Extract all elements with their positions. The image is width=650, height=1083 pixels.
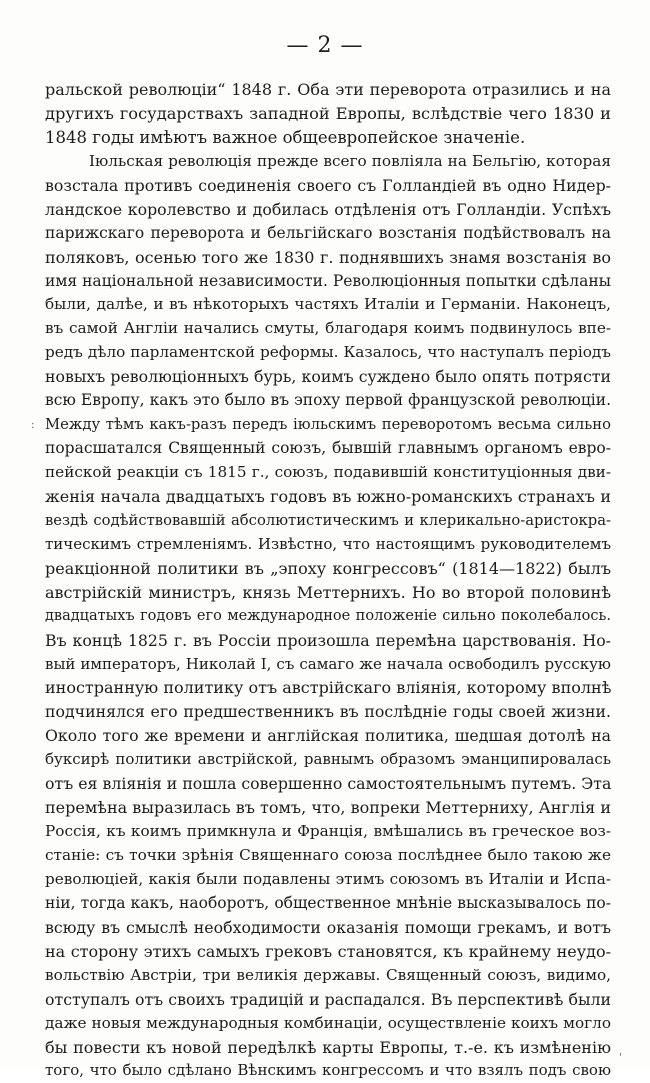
text-line: двадцатыхъ годовъ его международное положеніе сильно поколебалось. <box>45 607 611 624</box>
text-line: ральской революціи“ 1848 г. Оба эти переворота отразились и на <box>45 80 611 99</box>
text-line: того, что было сдѣлано Вѣнскимъ конгрессомъ и что взялъ подъ свою <box>45 1061 611 1080</box>
text-line: Между тѣмъ какъ-разъ передъ іюльскимъ переворотомъ весьма сильно <box>45 416 611 434</box>
text-line: другихъ государствахъ западной Европы, вслѣдствіе чего 1830 и <box>45 103 611 123</box>
text-line: на сторону этихъ самыхъ грековъ становятся, къ крайнему неудо- <box>45 941 611 961</box>
text-line: даже новыя международныя комбинаціи, осуществленіе коихъ могло <box>45 1013 611 1032</box>
text-line: ландское королевство и добилась отдѣленія отъ Голландіи. Успѣхъ <box>45 199 611 219</box>
text-line: новыхъ революціонныхъ бурь, коимъ суждено было опять потрясти <box>45 367 611 387</box>
text-line: Въ концѣ 1825 г. въ Россіи произошла перемѣна царствованія. Но- <box>45 630 611 650</box>
text-line: иностранную политику отъ австрійскаго вліянія, которому вполнѣ <box>45 678 611 698</box>
text-line: въ самой Англіи начались смуты, благодаря коимъ подвинулось впе- <box>45 319 611 338</box>
text-line: порасшатался Священный союзъ, бывшій главнымъ органомъ евро- <box>45 439 611 458</box>
text-line: станіе: съ точки зрѣнія Священнаго союза послѣднее было такою же <box>45 846 611 864</box>
text-line: бы повести къ новой передѣлкѣ карты Европы, т.-е. къ измѣненію <box>45 1037 611 1057</box>
text-line: отступалъ отъ своихъ традицій и распадался. Въ перспективѣ были <box>45 989 611 1009</box>
text-line: Россія, къ коимъ примкнула и Франція, вмѣшались въ греческое воз- <box>45 822 611 841</box>
text-line: ніи, тогда какъ, наоборотъ, общественное мнѣніе высказывалось по- <box>45 893 611 912</box>
text-line: отъ ея вліянія и пошла совершенно самостоятельнымъ путемъ. Эта <box>45 774 611 794</box>
text-line: тическимъ стремленіямъ. Извѣстно, что настоящимъ руководителемъ <box>45 534 611 553</box>
text-line: Около того же времени и англійская политика, шедшая дотолѣ на <box>45 726 611 746</box>
text-line: пейской реакціи съ 1815 г., союзъ, подавившій конституціонныя дви- <box>45 463 611 481</box>
text-line: женія начала двадцатыхъ годовъ въ южно-романскихъ странахъ и <box>45 486 611 506</box>
text-line: вольствію Австріи, три великія державы. Священный союзъ, видимо, <box>45 965 611 984</box>
scan-speck: : <box>31 420 35 431</box>
text-line: имя національной независимости. Революціонныя попытки сдѣланы <box>45 271 611 290</box>
text-line: 1848 годы имѣютъ важное общеевропейское значеніе. <box>45 127 526 147</box>
text-line: всю Европу, какъ это было въ эпоху первой французской революціи. <box>45 391 611 410</box>
text-line: буксирѣ политики австрійской, равнымъ образомъ эманципировалась <box>45 750 611 769</box>
text-line: поляковъ, осенью того же 1830 г. поднявшихъ знамя возстанія во <box>45 247 611 267</box>
text-line: парижскаго переворота и бельгійскаго возстанія подѣйствовалъ на <box>45 223 611 242</box>
text-line: вый императоръ, Николай I, съ самаго же начала освободилъ русскую <box>45 654 611 673</box>
text-line: вездѣ содѣйствовавшій абсолютистическимъ и клерикально-аристокра- <box>45 511 611 529</box>
body-text <box>45 78 611 1083</box>
text-line: реакціонной политики въ „эпоху конгрессовъ“ (1814—1822) былъ <box>45 558 611 578</box>
text-line: Іюльская революція прежде всего повліяла на Бельгію, которая <box>89 151 611 170</box>
text-line: перемѣна выразилась въ томъ, что, вопреки Меттерниху, Англія и <box>45 798 611 818</box>
text-line: австрійскій министръ, князь Меттернихъ. Но во второй половинѣ <box>45 582 611 602</box>
scan-speck: ' <box>619 1052 622 1063</box>
text-line: возстала противъ соединенія своего съ Голландіей въ одно Нидер- <box>45 175 611 195</box>
text-line: редъ дѣло парламентской реформы. Казалось, что наступалъ періодъ <box>45 343 611 362</box>
text-line: были, далѣе, и въ нѣкоторыхъ частяхъ Италіи и Германіи. Наконецъ, <box>45 295 611 314</box>
text-line: революціей, какія были подавлены этимъ союзомъ въ Италіи и Испа- <box>45 869 611 888</box>
page-number: — 2 — <box>286 33 364 58</box>
text-line: всюду въ смыслѣ необходимости оказанія помощи грекамъ, и вотъ <box>45 917 611 937</box>
text-line: подчинялся его предшественникъ въ послѣдніе годы своей жизни. <box>45 702 611 722</box>
